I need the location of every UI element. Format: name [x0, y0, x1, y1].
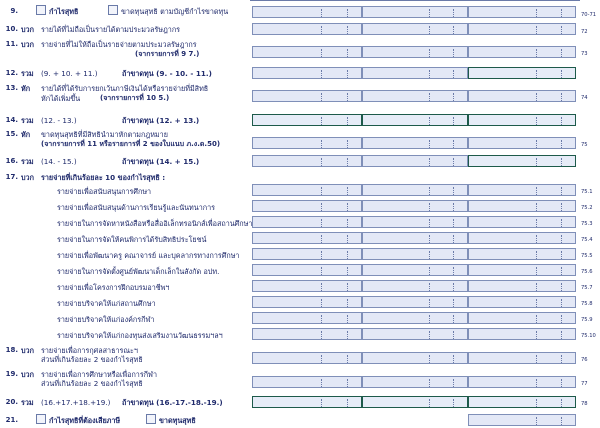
amount-field-2[interactable]	[362, 312, 468, 324]
digit-separator	[453, 49, 455, 57]
taxable-profit-label: กำไรสุทธิที่ต้องเสียภาษี	[49, 416, 121, 425]
digit-separator	[453, 267, 455, 275]
line-code: 75.4	[581, 237, 593, 243]
row-number: 16.	[5, 157, 18, 165]
amount-field-1[interactable]	[252, 232, 362, 244]
digit-separator	[561, 26, 563, 34]
row-label: รายจ่ายบริจาคให้แก่องค์กรกีฬา	[57, 315, 155, 324]
digit-separator	[536, 399, 538, 407]
digit-separator	[321, 70, 323, 78]
row-label: รายจ่ายเพื่อพัฒนาครู คณาจารย์ และบุคลากรทางการศึกษา	[57, 251, 240, 260]
amount-field-2[interactable]	[362, 184, 468, 196]
line-code: 75.2	[581, 205, 593, 211]
digit-separator	[429, 117, 431, 125]
digit-separator	[536, 9, 538, 17]
amount-field-1[interactable]	[252, 396, 362, 408]
row-prefix: รวม	[21, 69, 34, 78]
row-number: 10.	[5, 25, 18, 33]
amount-field-2[interactable]	[362, 396, 468, 408]
digit-separator	[347, 299, 349, 307]
digit-separator	[561, 267, 563, 275]
row-prefix: บวก	[21, 173, 34, 182]
row-loss-label: ถ้าขาดทุน (16.-17.-18.-19.)	[122, 398, 223, 407]
digit-separator	[536, 187, 538, 195]
line-code: 75.3	[581, 221, 593, 227]
digit-separator	[453, 93, 455, 101]
digit-separator	[429, 283, 431, 291]
digit-separator	[536, 26, 538, 34]
row-number: 18.	[5, 346, 18, 354]
digit-separator	[321, 26, 323, 34]
digit-separator	[536, 235, 538, 243]
digit-separator	[561, 158, 563, 166]
digit-separator	[453, 203, 455, 211]
digit-separator	[561, 9, 563, 17]
digit-separator	[561, 117, 563, 125]
row-label: ขาดทุนสุทธิที่มีสิทธินำมาหักตามกฎหมาย	[41, 130, 168, 139]
amount-field-3[interactable]	[468, 6, 576, 18]
row-number: 15.	[5, 130, 18, 138]
digit-separator	[453, 331, 455, 339]
digit-separator	[347, 331, 349, 339]
digit-separator	[561, 355, 563, 363]
digit-separator	[429, 235, 431, 243]
digit-separator	[561, 187, 563, 195]
amount-field-1[interactable]	[252, 312, 362, 324]
amount-field-2[interactable]	[362, 137, 468, 149]
digit-separator	[453, 299, 455, 307]
digit-separator	[453, 251, 455, 259]
digit-separator	[321, 219, 323, 227]
digit-separator	[536, 299, 538, 307]
digit-separator	[429, 251, 431, 259]
row-label: (16.+17.+18.+19.)	[41, 398, 111, 407]
amount-field-3[interactable]	[468, 296, 576, 308]
row-number: 11.	[5, 40, 18, 48]
digit-separator	[321, 315, 323, 323]
digit-separator	[347, 93, 349, 101]
amount-field-2[interactable]	[362, 376, 468, 388]
amount-field-3[interactable]	[468, 232, 576, 244]
digit-separator	[321, 267, 323, 275]
digit-separator	[347, 26, 349, 34]
row-number: 20.	[5, 398, 18, 406]
digit-separator	[347, 399, 349, 407]
row-number: 21.	[5, 416, 18, 424]
line-code: 74	[581, 95, 588, 101]
digit-separator	[347, 283, 349, 291]
row-sublabel: (จากรายการที่ 10 5.)	[100, 94, 170, 102]
line-code: 78	[581, 401, 588, 407]
digit-separator	[561, 315, 563, 323]
amount-field-1[interactable]	[252, 155, 362, 167]
amount-field-1[interactable]	[252, 248, 362, 260]
digit-separator	[429, 379, 431, 387]
amount-field-3[interactable]	[468, 114, 576, 126]
taxable-profit-checkbox[interactable]	[36, 414, 46, 424]
row-label: (12. - 13.)	[41, 116, 77, 125]
amount-field-3[interactable]	[468, 216, 576, 228]
digit-separator	[561, 219, 563, 227]
row-number: 19.	[5, 370, 18, 378]
digit-separator	[347, 315, 349, 323]
amount-field-1[interactable]	[252, 216, 362, 228]
row-number: 9.	[10, 7, 18, 15]
digit-separator	[561, 235, 563, 243]
digit-separator	[536, 49, 538, 57]
top-border	[250, 0, 580, 1]
row-loss-label: ถ้าขาดทุน (12. + 13.)	[122, 116, 200, 125]
amount-field-2[interactable]	[362, 46, 468, 58]
digit-separator	[429, 140, 431, 148]
digit-separator	[347, 219, 349, 227]
amount-field-3[interactable]	[468, 396, 576, 408]
row-prefix: บวก	[21, 370, 34, 379]
row-label: รายจ่ายในการจัดหาหนังสือหรือสื่ออิเล็กทรอนิกส์เพื่อสถานศึกษา	[57, 219, 253, 228]
line-code: 75.8	[581, 301, 593, 307]
amount-field-3[interactable]	[468, 23, 576, 35]
digit-separator	[536, 140, 538, 148]
digit-separator	[321, 49, 323, 57]
row-prefix: บวก	[21, 40, 34, 49]
row-label: รายได้ที่ได้รับการยกเว้นภาษีเงินได้หรือรายจ่ายที่มีสิทธิ	[41, 84, 209, 93]
amount-field-2[interactable]	[362, 280, 468, 292]
digit-separator	[453, 379, 455, 387]
net-loss-checkbox[interactable]	[146, 414, 156, 424]
amount-field-3[interactable]	[468, 352, 576, 364]
amount-field-3[interactable]	[468, 137, 576, 149]
digit-separator	[536, 93, 538, 101]
digit-separator	[536, 417, 538, 425]
digit-separator	[321, 93, 323, 101]
row-label-line2: หักได้เพิ่มขึ้น	[41, 94, 81, 103]
amount-field-2[interactable]	[362, 155, 468, 167]
line-code: 75.9	[581, 317, 593, 323]
row-prefix: บวก	[21, 346, 34, 355]
digit-separator	[561, 140, 563, 148]
digit-separator	[453, 158, 455, 166]
digit-separator	[321, 399, 323, 407]
digit-separator	[429, 355, 431, 363]
digit-separator	[347, 267, 349, 275]
amount-field-3[interactable]	[468, 67, 576, 79]
row-label: รายจ่ายที่เกินร้อยละ 10 ของกำไรสุทธิ :	[41, 173, 166, 182]
line-code: 75.5	[581, 253, 593, 259]
digit-separator	[536, 331, 538, 339]
line-code: 75.10	[581, 333, 596, 339]
line-code: 77	[581, 381, 588, 387]
row-label: รายจ่ายเพื่อการศึกษาหรือเพื่อการกีฬา	[41, 370, 157, 379]
amount-field-1[interactable]	[252, 376, 362, 388]
digit-separator	[347, 379, 349, 387]
row-label: รายจ่ายเพื่อโครงการฝึกอบรมอาชีพฯ	[57, 283, 170, 292]
row-label: รายจ่ายเพื่อสนับสนุนด้านการเรียนรู้และนันทนาการ	[57, 203, 215, 212]
row-number: 14.	[5, 116, 18, 124]
digit-separator	[429, 26, 431, 34]
digit-separator	[347, 9, 349, 17]
digit-separator	[429, 158, 431, 166]
row-label-line2: ส่วนที่เกินร้อยละ 2 ของกำไรสุทธิ	[41, 355, 143, 364]
amount-field-3[interactable]	[468, 90, 576, 102]
amount-field-3[interactable]	[468, 376, 576, 388]
digit-separator	[453, 283, 455, 291]
digit-separator	[321, 331, 323, 339]
amount-field-1[interactable]	[252, 67, 362, 79]
line-code: 76	[581, 357, 588, 363]
amount-field-2[interactable]	[362, 200, 468, 212]
line-code: 75	[581, 142, 588, 148]
line-code: 73	[581, 51, 588, 57]
row-label: รายจ่ายเพื่อสนับสนุนการศึกษา	[57, 187, 152, 196]
loss-label: ขาดทุนสุทธิ ตามบัญชีกำไรขาดทุน	[121, 7, 229, 16]
digit-separator	[429, 331, 431, 339]
row-label: รายจ่ายบริจาคให้แก่สถานศึกษา	[57, 299, 156, 308]
digit-separator	[453, 219, 455, 227]
digit-separator	[536, 158, 538, 166]
digit-separator	[561, 399, 563, 407]
digit-separator	[536, 203, 538, 211]
digit-separator	[561, 49, 563, 57]
row-prefix: หัก	[21, 84, 31, 93]
amount-field-2[interactable]	[362, 264, 468, 276]
digit-separator	[347, 140, 349, 148]
digit-separator	[453, 9, 455, 17]
digit-separator	[453, 187, 455, 195]
digit-separator	[536, 251, 538, 259]
amount-field-1[interactable]	[252, 264, 362, 276]
line-code: 75.1	[581, 189, 593, 195]
digit-separator	[321, 251, 323, 259]
row-label: (14. - 15.)	[41, 157, 77, 166]
line-code: 75.6	[581, 269, 593, 275]
digit-separator	[536, 267, 538, 275]
amount-field-1[interactable]	[252, 296, 362, 308]
amount-field-2[interactable]	[362, 296, 468, 308]
digit-separator	[536, 379, 538, 387]
digit-separator	[347, 70, 349, 78]
digit-separator	[321, 379, 323, 387]
digit-separator	[536, 355, 538, 363]
amount-field-1[interactable]	[252, 114, 362, 126]
net-loss-label: ขาดทุนสุทธิ	[159, 416, 196, 425]
digit-separator	[561, 251, 563, 259]
row-label: รายจ่ายในการจัดตั้งศูนย์พัฒนาเด็กเล็กในสังกัด อปท.	[57, 267, 220, 276]
row-number: 12.	[5, 69, 18, 77]
line-code: 75.7	[581, 285, 593, 291]
digit-separator	[429, 315, 431, 323]
amount-field-3[interactable]	[468, 184, 576, 196]
digit-separator	[321, 158, 323, 166]
amount-field-3[interactable]	[468, 248, 576, 260]
loss-checkbox[interactable]	[108, 5, 118, 15]
amount-field-2[interactable]	[362, 328, 468, 340]
amount-field-1[interactable]	[252, 137, 362, 149]
digit-separator	[536, 219, 538, 227]
digit-separator	[453, 70, 455, 78]
digit-separator	[347, 187, 349, 195]
digit-separator	[347, 117, 349, 125]
digit-separator	[561, 417, 563, 425]
digit-separator	[321, 203, 323, 211]
row-prefix: บวก	[21, 25, 34, 34]
amount-field-3[interactable]	[468, 328, 576, 340]
line-code: 72	[581, 29, 588, 35]
digit-separator	[429, 49, 431, 57]
digit-separator	[561, 203, 563, 211]
row-label: รายจ่ายเพื่อการกุศลสาธารณะฯ	[41, 346, 138, 355]
amount-field-2[interactable]	[362, 67, 468, 79]
amount-field-1[interactable]	[252, 328, 362, 340]
amount-field-1[interactable]	[252, 6, 362, 18]
amount-field-3[interactable]	[468, 414, 576, 426]
row-loss-label: ถ้าขาดทุน (14. + 15.)	[122, 157, 200, 166]
row-prefix: หัก	[21, 130, 31, 139]
digit-separator	[347, 203, 349, 211]
digit-separator	[429, 299, 431, 307]
amount-field-3[interactable]	[468, 46, 576, 58]
digit-separator	[561, 379, 563, 387]
row-prefix: รวม	[21, 157, 34, 166]
profit-checkbox[interactable]	[36, 5, 46, 15]
digit-separator	[347, 355, 349, 363]
digit-separator	[347, 251, 349, 259]
amount-field-1[interactable]	[252, 352, 362, 364]
row-label: รายจ่ายในการจัดให้คนพิการได้รับสิทธิประโยชน์	[57, 235, 207, 244]
digit-separator	[429, 399, 431, 407]
digit-separator	[561, 93, 563, 101]
row-prefix: รวม	[21, 398, 34, 407]
digit-separator	[321, 187, 323, 195]
digit-separator	[429, 267, 431, 275]
digit-separator	[347, 49, 349, 57]
amount-field-2[interactable]	[362, 232, 468, 244]
digit-separator	[347, 235, 349, 243]
digit-separator	[429, 219, 431, 227]
row-loss-label: ถ้าขาดทุน (9. - 10. - 11.)	[122, 69, 212, 78]
digit-separator	[561, 70, 563, 78]
amount-field-2[interactable]	[362, 23, 468, 35]
amount-field-1[interactable]	[252, 280, 362, 292]
digit-separator	[453, 355, 455, 363]
amount-field-2[interactable]	[362, 352, 468, 364]
amount-field-1[interactable]	[252, 23, 362, 35]
digit-separator	[321, 140, 323, 148]
digit-separator	[429, 9, 431, 17]
digit-separator	[321, 117, 323, 125]
profit-label: กำไรสุทธิ	[49, 7, 79, 16]
digit-separator	[347, 158, 349, 166]
amount-field-3[interactable]	[468, 155, 576, 167]
digit-separator	[453, 140, 455, 148]
amount-field-3[interactable]	[468, 264, 576, 276]
amount-field-2[interactable]	[362, 114, 468, 126]
row-prefix: รวม	[21, 116, 34, 125]
row-label: (9. + 10. + 11.)	[41, 69, 98, 78]
digit-separator	[536, 315, 538, 323]
row-number: 17.	[5, 173, 18, 181]
row-sublabel: (จากรายการที่ 11 หรือรายการที่ 2 ของใบแนบ ภ.ง.ด.50)	[41, 140, 221, 148]
digit-separator	[321, 299, 323, 307]
digit-separator	[453, 235, 455, 243]
amount-field-1[interactable]	[252, 46, 362, 58]
digit-separator	[321, 235, 323, 243]
amount-field-3[interactable]	[468, 312, 576, 324]
row-label: รายจ่ายที่ไม่ให้ถือเป็นรายจ่ายตามประมวลรัษฎากร	[41, 40, 197, 49]
digit-separator	[321, 355, 323, 363]
amount-field-2[interactable]	[362, 216, 468, 228]
digit-separator	[561, 331, 563, 339]
digit-separator	[536, 283, 538, 291]
digit-separator	[429, 187, 431, 195]
amount-field-1[interactable]	[252, 200, 362, 212]
digit-separator	[453, 26, 455, 34]
amount-field-2[interactable]	[362, 6, 468, 18]
row-number: 13.	[5, 84, 18, 92]
digit-separator	[561, 283, 563, 291]
row-label: รายได้ที่ไม่ถือเป็นรายได้ตามประมวลรัษฎากร	[41, 25, 181, 34]
digit-separator	[453, 315, 455, 323]
digit-separator	[536, 70, 538, 78]
digit-separator	[453, 117, 455, 125]
amount-field-2[interactable]	[362, 248, 468, 260]
line-code: 70-71	[581, 12, 597, 18]
row-sublabel: (จากรายการที่ 9 7.)	[135, 50, 200, 58]
row-label: รายจ่ายบริจาคให้แก่กองทุนส่งเสริมงานวัฒนธรรมฯลฯ	[57, 331, 223, 340]
amount-field-2[interactable]	[362, 90, 468, 102]
digit-separator	[429, 93, 431, 101]
amount-field-3[interactable]	[468, 200, 576, 212]
digit-separator	[429, 203, 431, 211]
row-label-line2: ส่วนที่เกินร้อยละ 2 ของกำไรสุทธิ	[41, 379, 143, 388]
digit-separator	[453, 399, 455, 407]
amount-field-1[interactable]	[252, 184, 362, 196]
amount-field-3[interactable]	[468, 280, 576, 292]
digit-separator	[429, 70, 431, 78]
digit-separator	[536, 117, 538, 125]
digit-separator	[321, 9, 323, 17]
amount-field-1[interactable]	[252, 90, 362, 102]
digit-separator	[321, 283, 323, 291]
digit-separator	[561, 299, 563, 307]
